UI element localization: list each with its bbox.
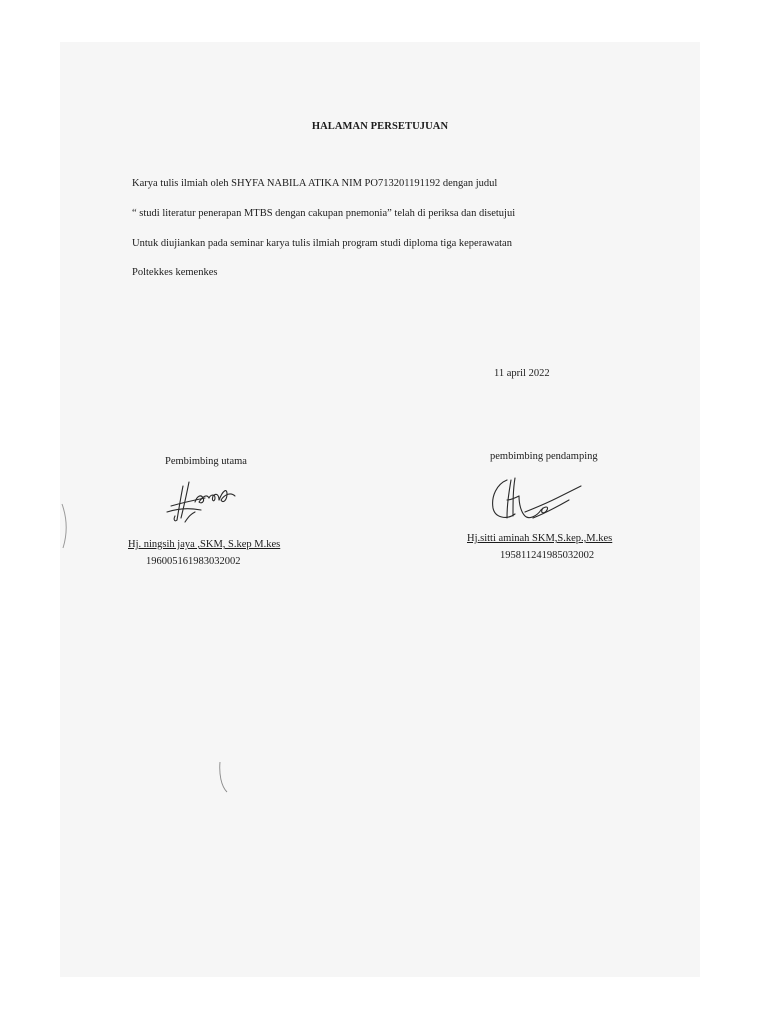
page-title: HALAMAN PERSETUJUAN [311, 121, 449, 132]
primary-supervisor-name: Hj. ningsih jaya ,SKM, S.kep M.kes [128, 539, 281, 550]
body-line-1: Karya tulis ilmiah oleh SHYFA NABILA ATIKA NIM PO713201191192 dengan judul [132, 178, 498, 189]
secondary-supervisor-signature-icon [485, 474, 585, 530]
body-line-4: Poltekkes kemenkes [132, 267, 218, 278]
stray-pen-mark [217, 760, 229, 796]
secondary-supervisor-name: Hj.sitti aminah SKM,S.kep.,M.kes [467, 533, 613, 544]
secondary-supervisor-nip: 195811241985032002 [500, 550, 595, 561]
secondary-supervisor-role: pembimbing pendamping [490, 451, 598, 462]
primary-supervisor-nip: 196005161983032002 [146, 556, 241, 567]
primary-supervisor-signature-icon [165, 478, 245, 528]
document-page [60, 42, 700, 977]
approval-date: 11 april 2022 [494, 368, 550, 379]
body-line-3: Untuk diujiankan pada seminar karya tulis ilmiah program studi diploma tiga keperawatan [132, 238, 512, 249]
scan-edge-mark [60, 502, 70, 552]
body-line-2: “ studi literatur penerapan MTBS dengan cakupan pnemonia” telah di periksa dan disetujui [132, 208, 516, 219]
primary-supervisor-role: Pembimbing utama [165, 456, 247, 467]
